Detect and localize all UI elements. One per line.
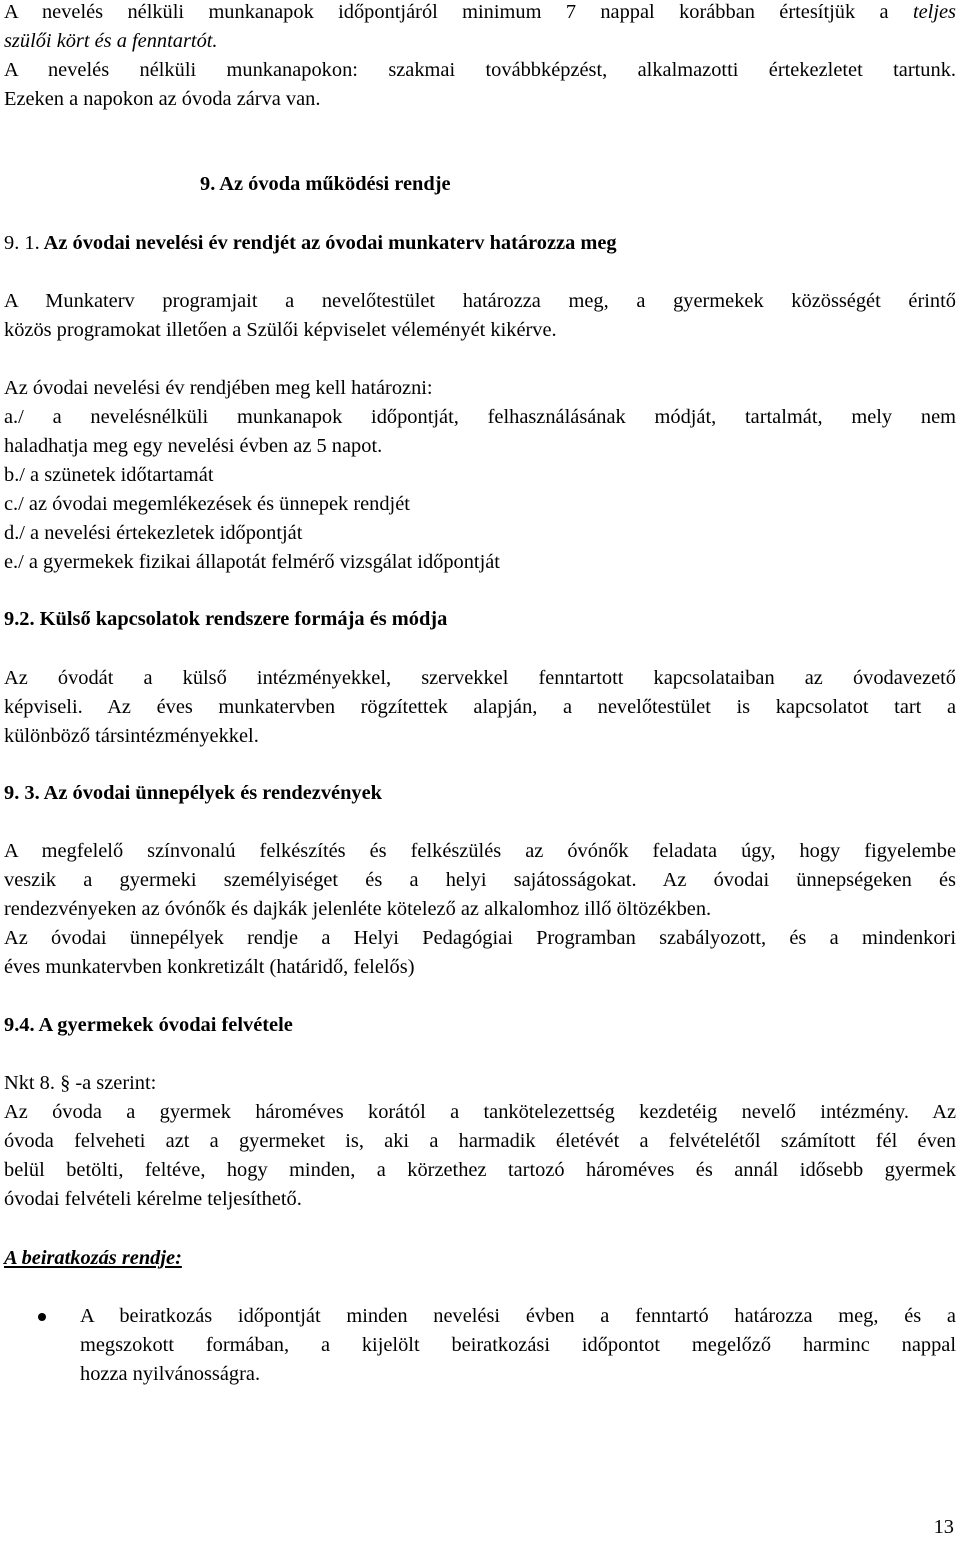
- emphasis-text: teljes: [912, 1, 956, 23]
- page-number: 13: [933, 1516, 954, 1538]
- section-9-2-paragraph: [4, 664, 956, 751]
- list-item-c: c./ az óvodai megemlékezések és ünnepek rendjét: [4, 493, 410, 515]
- bullet-line: A beiratkozás időpontját minden nevelési évben a fenntartó határozza meg, és a: [80, 1305, 956, 1327]
- section-9-1-list: [4, 374, 956, 577]
- paragraph-line: A megfelelő színvonalú felkészítés és felkészülés az óvónők feladata úgy, hogy figyelembe: [4, 840, 956, 862]
- list-intro: Az óvodai nevelési év rendjében meg kell határozni:: [4, 377, 433, 399]
- paragraph-line: veszik a gyermeki személyiséget és a helyi sajátosságokat. Az óvodai ünnepségeken és: [4, 869, 956, 891]
- section-9-title: 9. Az óvoda működési rendje: [200, 173, 451, 195]
- paragraph-line: óvoda felveheti azt a gyermeket is, aki a harmadik életévét a felvételétől számított fél éven: [4, 1130, 956, 1152]
- paragraph-line: rendezvényeken az óvónők és dajkák jelenléte kötelező az alkalomhoz illő öltözékben.: [4, 898, 712, 920]
- paragraph-line: Az óvoda a gyermek hároméves korától a tankötelezettség kezdetéig nevelő intézmény. Az: [4, 1101, 956, 1123]
- list-item-d: d./ a nevelési értekezletek időpontját: [4, 522, 303, 544]
- section-9-3-paragraph: [4, 837, 956, 982]
- section-9-3-heading: 9. 3. Az óvodai ünnepélyek és rendezvények: [4, 782, 382, 804]
- intro-line-1: A nevelés nélküli munkanapok időpontjáról minimum 7 nappal korábban értesítjük a teljes: [4, 1, 956, 23]
- paragraph-line: Az óvodai ünnepélyek rendje a Helyi Pedagógiai Programban szabályozott, és a mindenkori: [4, 927, 956, 949]
- paragraph-line: A Munkaterv programjait a nevelőtestület határozza meg, a gyermekek közösségét érintő: [4, 290, 956, 312]
- bullet-icon: [38, 1313, 46, 1321]
- intro-line-3: A nevelés nélküli munkanapokon: szakmai továbbképzést, alkalmazotti értekezletet tartunk.: [4, 59, 956, 81]
- enrollment-heading-text: A beiratkozás rendje:: [4, 1247, 182, 1269]
- legal-reference: Nkt 8. § -a szerint:: [4, 1072, 157, 1094]
- bullet-line: hozza nyilvánosságra.: [80, 1363, 261, 1385]
- section-9-1-number: 9. 1.: [4, 232, 40, 254]
- paragraph-line: Az óvodát a külső intézményekkel, szervekkel fenntartott kapcsolataiban az óvodavezető: [4, 667, 956, 689]
- section-9-4-paragraph: [4, 1069, 956, 1214]
- paragraph-line: képviseli. Az éves munkatervben rögzítettek alapján, a nevelőtestület is kapcsolatot tart a: [4, 696, 956, 718]
- section-9-4-heading: 9.4. A gyermekek óvodai felvétele: [4, 1014, 293, 1036]
- list-item-e: e./ a gyermekek fizikai állapotát felmérő vizsgálat időpontját: [4, 551, 500, 573]
- paragraph-line: különböző társintézményekkel.: [4, 725, 259, 747]
- intro-line-2: szülői kört és a fenntartót.: [4, 30, 218, 52]
- list-item-a: a./ a nevelésnélküli munkanapok időpontját, felhasználásának módját, tartalmát, mely nem: [4, 406, 956, 428]
- paragraph-line: közös programokat illetően a Szülői képviselet véleményét kikérve.: [4, 319, 557, 341]
- bullet-line: megszokott formában, a kijelölt beiratkozási időpontot megelőző harminc nappal: [80, 1334, 956, 1356]
- section-9-1-heading: [4, 229, 956, 258]
- intro-line-4: Ezeken a napokon az óvoda zárva van.: [4, 88, 321, 110]
- section-9-1-title: Az óvodai nevelési év rendjét az óvodai munkaterv határozza meg: [39, 232, 617, 254]
- list-item-a-continued: haladhatja meg egy nevelési évben az 5 napot.: [4, 435, 383, 457]
- paragraph-line: éves munkatervben konkretizált (határidő, felelős): [4, 956, 415, 978]
- section-9-1-paragraph: [4, 287, 956, 345]
- enrollment-bullet-item: [80, 1302, 956, 1389]
- list-item-b: b./ a szünetek időtartamát: [4, 464, 214, 486]
- section-9-2-heading: 9.2. Külső kapcsolatok rendszere formája és módja: [4, 608, 448, 630]
- paragraph-line: óvodai felvételi kérelme teljesíthető.: [4, 1188, 302, 1210]
- intro-paragraph: [4, 0, 956, 114]
- enrollment-heading: [4, 1244, 956, 1273]
- paragraph-line: belül betölti, feltéve, hogy minden, a körzethez tartozó hároméves és annál idősebb gyermek: [4, 1159, 956, 1181]
